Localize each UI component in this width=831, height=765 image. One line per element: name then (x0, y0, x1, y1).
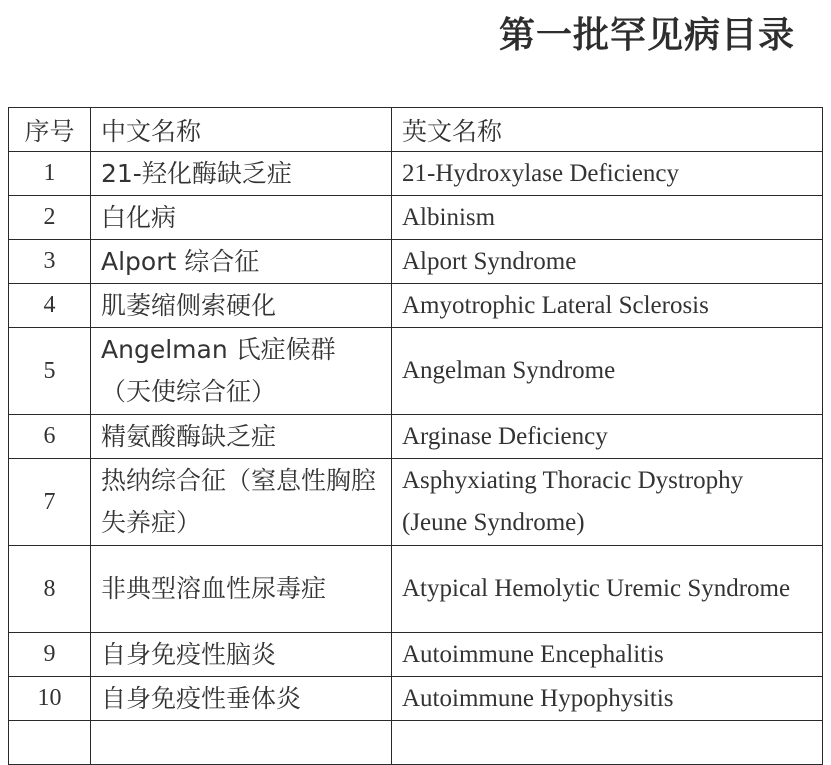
row-number: 9 (9, 633, 91, 677)
row-number: 4 (9, 284, 91, 328)
english-name: Alport Syndrome (392, 240, 823, 284)
chinese-name: Angelman 氏症候群（天使综合征） (91, 328, 392, 415)
table-row (9, 546, 823, 633)
table-row-cut-off (9, 721, 823, 765)
empty-cell (91, 721, 392, 765)
row-number: 5 (9, 328, 91, 415)
table-row (9, 459, 823, 546)
header-number: 序号 (9, 108, 91, 152)
english-name: Autoimmune Encephalitis (392, 633, 823, 677)
header-chinese-name: 中文名称 (91, 108, 392, 152)
chinese-name: 白化病 (91, 196, 392, 240)
english-name: Albinism (392, 196, 823, 240)
chinese-name: Alport 综合征 (91, 240, 392, 284)
table-row (9, 240, 823, 284)
header-english-name: 英文名称 (392, 108, 823, 152)
chinese-name: 肌萎缩侧索硬化 (91, 284, 392, 328)
table-row (9, 677, 823, 721)
english-name: Angelman Syndrome (392, 328, 823, 415)
row-number: 3 (9, 240, 91, 284)
row-number: 10 (9, 677, 91, 721)
page-title: 第一批罕见病目录 (498, 15, 795, 56)
empty-cell (392, 721, 823, 765)
row-number: 7 (9, 459, 91, 546)
english-name: Autoimmune Hypophysitis (392, 677, 823, 721)
chinese-name: 21-羟化酶缺乏症 (91, 152, 392, 196)
table-row (9, 284, 823, 328)
table-row (9, 152, 823, 196)
english-name: Atypical Hemolytic Uremic Syndrome (392, 546, 823, 633)
chinese-name: 精氨酸酶缺乏症 (91, 415, 392, 459)
chinese-name: 自身免疫性脑炎 (91, 633, 392, 677)
table-header-row (9, 108, 823, 152)
chinese-name: 非典型溶血性尿毒症 (91, 546, 392, 633)
english-name: 21-Hydroxylase Deficiency (392, 152, 823, 196)
table-row (9, 196, 823, 240)
rare-disease-table (8, 107, 823, 765)
table-row (9, 415, 823, 459)
english-name: Asphyxiating Thoracic Dystrophy (Jeune Syndrome) (392, 459, 823, 546)
chinese-name: 自身免疫性垂体炎 (91, 677, 392, 721)
row-number: 1 (9, 152, 91, 196)
table-row (9, 328, 823, 415)
row-number: 8 (9, 546, 91, 633)
empty-cell (9, 721, 91, 765)
chinese-name: 热纳综合征（窒息性胸腔失养症） (91, 459, 392, 546)
english-name: Amyotrophic Lateral Sclerosis (392, 284, 823, 328)
english-name: Arginase Deficiency (392, 415, 823, 459)
row-number: 6 (9, 415, 91, 459)
table-row (9, 633, 823, 677)
row-number: 2 (9, 196, 91, 240)
